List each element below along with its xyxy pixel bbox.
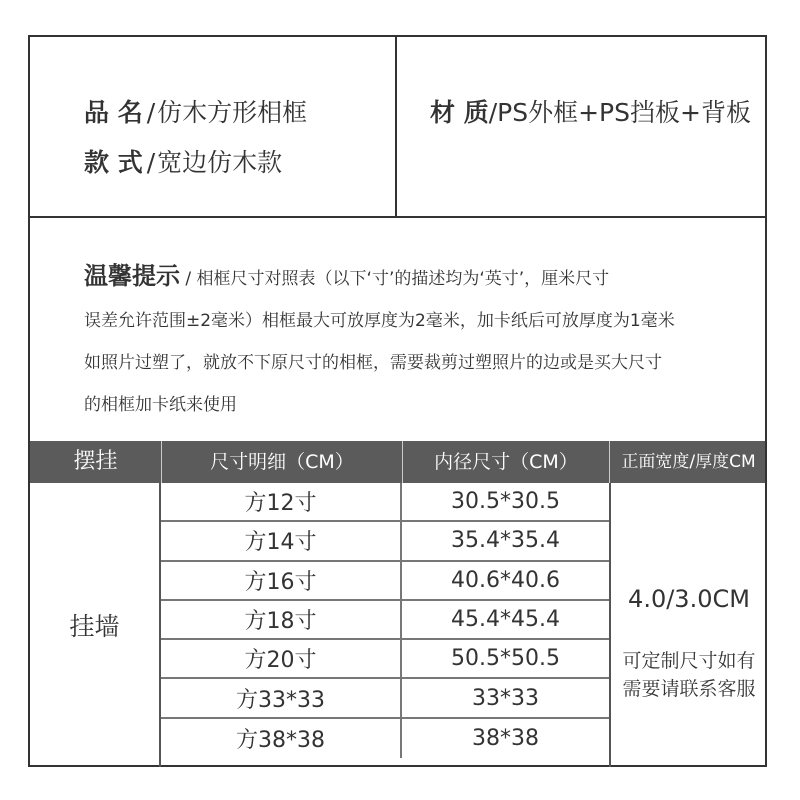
tips-title: 温馨提示 [84,262,180,290]
product-info-left [30,37,397,216]
product-name-value: 仿木方形相框 [157,98,308,127]
header-inner-size: 内径尺寸（CM） [402,441,609,483]
product-style-label: 款 式 [84,148,143,177]
custom-note-line-2: 需要请联系客服 [622,678,756,700]
table-row [161,601,609,640]
inner-size-cell: 45.4*45.4 [451,607,560,633]
width-thickness-value: 4.0/3.0CM [628,585,750,613]
separator: / [488,98,498,127]
header-width-thickness: 正面宽度/厚度CM [609,441,767,483]
product-style-line [84,143,282,179]
separator: / [146,148,156,177]
size-cell: 方12寸 [161,483,402,520]
inner-size-cell: 30.5*30.5 [451,489,560,515]
table-row [161,719,609,758]
table-row [161,562,609,601]
tips-text: 相框尺寸对照表（以下‘寸’的描述均为‘英寸’，厘米尺寸 [196,269,610,289]
size-cell: 方16寸 [161,562,402,599]
custom-note-line-1: 可定制尺寸如有 [622,650,756,672]
size-cell: 方18寸 [161,601,402,638]
product-style-value: 宽边仿木款 [157,148,283,177]
size-rows [161,483,609,767]
inner-size-cell: 38*38 [472,725,539,751]
size-cell: 方14寸 [161,522,402,559]
product-name-line [84,93,307,129]
size-cell: 方20寸 [161,640,402,677]
spec-sheet [28,35,767,767]
inner-size-cell: 50.5*50.5 [451,646,560,672]
tips-line-4: 的相框加卡纸来使用 [84,395,237,415]
table-body [30,483,765,767]
inner-size-cell: 33*33 [472,685,539,711]
product-name-label: 品 名 [84,98,143,127]
size-cell: 方33*33 [161,679,402,716]
width-thickness-cell [609,483,767,767]
size-cell: 方38*38 [161,719,402,758]
product-info-row [30,37,765,218]
inner-size-cell: 40.6*40.6 [451,567,560,593]
tips-line-3: 如照片过塑了，就放不下原尺寸的相框，需要裁剪过塑照片的边或是买大尺寸 [84,353,662,373]
custom-size-note [611,647,767,703]
separator: / [146,98,156,127]
product-material-line [430,93,751,129]
table-row [161,640,609,679]
product-material-label: 材 质 [430,98,489,127]
tips-section [84,255,744,426]
inner-size-cell: 35.4*35.4 [451,528,560,554]
table-row [161,679,609,718]
tips-line-1 [84,255,744,300]
product-material-value: PS外框+PS挡板+背板 [497,98,751,127]
table-row [161,522,609,561]
table-header [30,441,765,483]
mount-cell: 挂墙 [30,483,161,767]
header-mount: 摆挂 [73,449,118,474]
table-row [161,483,609,522]
tips-line-2: 误差允许范围±2毫米）相框最大可放厚度为2毫米，加卡纸后可放厚度为1毫米 [84,311,675,331]
separator: / [185,269,192,289]
header-size: 尺寸明细（CM） [161,441,402,483]
